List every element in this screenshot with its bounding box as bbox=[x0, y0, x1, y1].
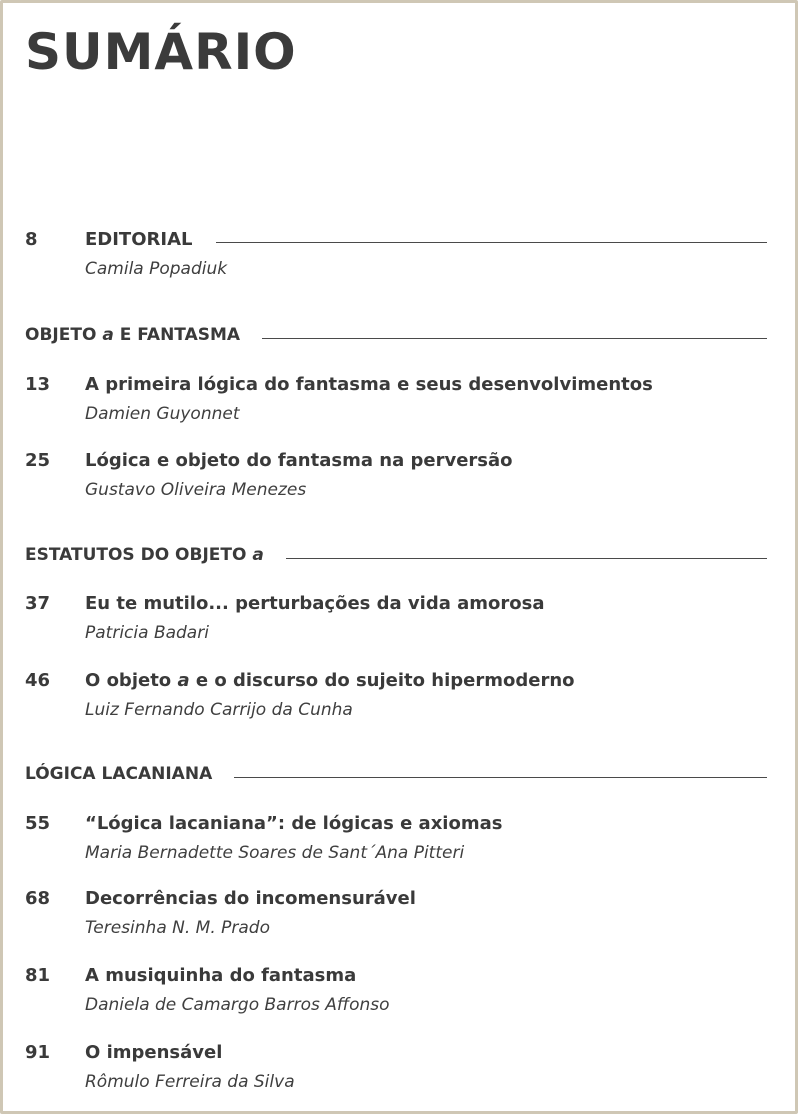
entry-author: Luiz Fernando Carrijo da Cunha bbox=[85, 700, 353, 720]
toc-entry[interactable] bbox=[25, 813, 767, 863]
page-number: 46 bbox=[25, 670, 51, 691]
toc-entry[interactable] bbox=[25, 374, 767, 424]
entry-title: EDITORIAL bbox=[85, 229, 193, 250]
entry-title: “Lógica lacaniana”: de lógicas e axiomas bbox=[85, 813, 503, 834]
page-number: 25 bbox=[25, 450, 51, 471]
toc-entry[interactable] bbox=[25, 593, 767, 643]
entry-title: Lógica e objeto do fantasma na perversão bbox=[85, 450, 513, 471]
entry-title: Decorrências do incomensurável bbox=[85, 888, 416, 909]
page-number: 8 bbox=[25, 229, 38, 250]
entry-author: Patricia Badari bbox=[85, 623, 209, 643]
entry-author: Daniela de Camargo Barros Affonso bbox=[85, 995, 390, 1015]
toc-entry[interactable] bbox=[25, 1042, 767, 1092]
entry-title: O impensável bbox=[85, 1042, 223, 1063]
page-number: 91 bbox=[25, 1042, 51, 1063]
toc-entry[interactable] bbox=[25, 670, 767, 720]
entry-author: Teresinha N. M. Prado bbox=[85, 918, 270, 938]
page-title: SUMÁRIO bbox=[25, 23, 297, 81]
entry-author: Damien Guyonnet bbox=[85, 404, 240, 424]
divider-rule bbox=[234, 777, 767, 778]
section-title: OBJETO a E FANTASMA bbox=[25, 325, 241, 345]
toc-entry[interactable] bbox=[25, 965, 767, 1015]
divider-rule bbox=[262, 338, 767, 339]
page-number: 55 bbox=[25, 813, 51, 834]
page-number: 68 bbox=[25, 888, 51, 909]
entry-title: O objeto a e o discurso do sujeito hipermoderno bbox=[85, 670, 575, 691]
section-title: ESTATUTOS DO OBJETO a bbox=[25, 545, 264, 565]
entry-author: Maria Bernadette Soares de Sant´Ana Pitteri bbox=[85, 843, 465, 863]
entry-author: Gustavo Oliveira Menezes bbox=[85, 480, 307, 500]
section-title: LÓGICA LACANIANA bbox=[25, 764, 213, 784]
page-number: 37 bbox=[25, 593, 51, 614]
page-number: 13 bbox=[25, 374, 51, 395]
toc-entry-editorial[interactable] bbox=[25, 229, 767, 279]
section-heading-objeto-a-e-fantasma bbox=[25, 325, 767, 345]
entry-title: Eu te mutilo... perturbações da vida amorosa bbox=[85, 593, 545, 614]
entry-author: Camila Popadiuk bbox=[85, 259, 228, 279]
section-heading-logica-lacaniana bbox=[25, 764, 767, 784]
entry-author: Rômulo Ferreira da Silva bbox=[85, 1072, 295, 1092]
page-number: 81 bbox=[25, 965, 51, 986]
divider-rule bbox=[216, 242, 767, 243]
divider-rule bbox=[286, 558, 767, 559]
entry-title: A primeira lógica do fantasma e seus desenvolvimentos bbox=[85, 374, 653, 395]
toc-entry[interactable] bbox=[25, 450, 767, 500]
entry-title: A musiquinha do fantasma bbox=[85, 965, 357, 986]
toc-entry[interactable] bbox=[25, 888, 767, 938]
section-heading-estatutos-do-objeto-a bbox=[25, 545, 767, 565]
